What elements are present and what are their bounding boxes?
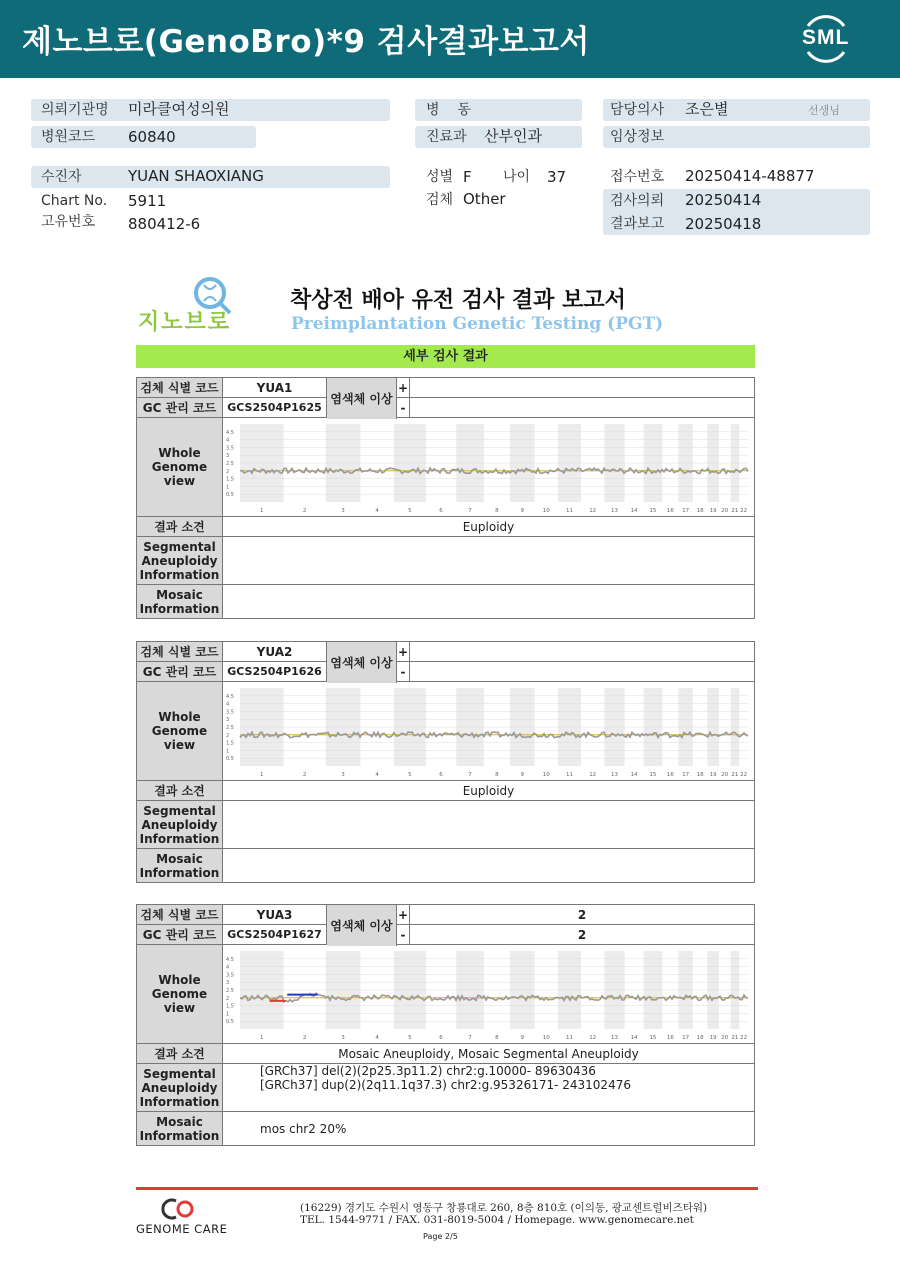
y-tick-label: 1 [226,748,230,755]
pgt-report-title: 착상전 배아 유전 검사 결과 보고서 [290,288,626,313]
y-tick-label: 1 [226,484,230,491]
segmental-line-2: [GRCh37] dup(2)(2q11.1q37.3) chr2:g.95326171- 243102476 [260,1078,631,1092]
chrom-tick-label: 8 [495,508,499,514]
minus-count: 2 [577,927,587,942]
chrom-tick-label: 2 [302,508,307,514]
chrom-tick-label: 22 [740,508,748,514]
chrom-tick-label: 11 [565,1035,573,1041]
mosaic-label: Mosaic Information [137,585,223,618]
ward-label: 병 동 [426,102,471,118]
chrom-tick-label: 3 [341,772,345,778]
department-value: 산부인과 [484,127,542,145]
chrom-tick-label: 21 [731,772,739,778]
y-tick-label: 4 [226,701,230,708]
chrom-tick-label: 18 [696,1035,704,1041]
y-tick-label: 2 [226,468,230,475]
sample-code-label: 검체 식별 코드 [137,905,223,924]
whole-genome-label: Whole Genome view [137,418,223,516]
age-value: 37 [547,168,567,186]
chrom-tick-label: 11 [565,508,573,514]
plus-sign: + [397,378,410,397]
chrom-tick-label: 22 [740,1035,748,1041]
y-tick-label: 4.5 [226,429,234,436]
mosaic-value: mos chr2 20% [260,1121,347,1136]
sample-code-label: 검체 식별 코드 [137,642,223,661]
chrom-tick-label: 5 [408,1035,412,1041]
chrom-tick-label: 22 [740,772,748,778]
result-value: Mosaic Aneuploidy, Mosaic Segmental Aneuploidy [338,1046,639,1061]
chrom-tick-label: 21 [731,1035,739,1041]
chrom-tick-label: 18 [696,508,704,514]
plus-count [410,378,754,397]
footer-contact: TEL. 1544-9771 / FAX. 031-8019-5004 / Homepage. www.genomecare.net [300,1214,694,1226]
hospital-code-label: 병원코드 [41,129,96,145]
y-tick-label: 1.5 [226,1003,234,1010]
chrom-tick-label: 14 [630,772,638,778]
result-label: 결과 소견 [137,781,223,800]
chrom-tick-label: 10 [542,1035,550,1041]
page-number: Page 2/5 [423,1232,458,1241]
sample-code: YUA3 [223,905,327,924]
gc-code: GCS2504P1626 [223,662,327,681]
sml-logo-text: SML [802,26,850,49]
genome-care-logo-icon [158,1197,198,1221]
segmental-label: Segmental Aneuploidy Information [137,537,223,584]
unique-no-value: 880412-6 [128,215,201,233]
chrom-tick-label: 17 [682,1035,690,1041]
sample-table-yua2 [136,641,755,883]
chrom-tick-label: 3 [341,508,345,514]
chrom-tick-label: 16 [666,772,674,778]
chrom-tick-label: 20 [721,508,729,514]
request-value: 20250414 [685,191,762,209]
doctor-suffix: 선생님 [808,104,840,117]
institution-value: 미라클여성의원 [128,100,230,118]
chrom-tick-label: 2 [302,772,307,778]
chrom-tick-label: 17 [682,508,690,514]
sex-label: 성별 [426,169,454,185]
whole-genome-chart [223,682,754,780]
chrom-tick-label: 4 [375,508,379,514]
specimen-value: Other [463,190,506,208]
chrom-tick-label: 16 [666,508,674,514]
sample-code: YUA2 [223,642,327,661]
y-tick-label: 4 [226,964,230,971]
minus-sign: - [397,925,410,944]
chrom-tick-label: 19 [709,772,717,778]
mosaic-label: Mosaic Information [137,849,223,882]
y-tick-label: 3 [226,453,230,460]
chart-no-value: 5911 [128,192,167,210]
footer-divider [136,1187,758,1190]
chrom-tick-label: 6 [439,1035,443,1041]
chrom-tick-label: 12 [589,508,597,514]
segmental-value [223,537,754,584]
chrom-tick-label: 12 [589,772,597,778]
mosaic-value [223,585,754,618]
chrom-abn-label: 염색체 이상 [327,642,397,683]
chrom-tick-label: 10 [542,508,550,514]
gc-code-label: GC 관리 코드 [137,398,223,417]
request-label: 검사의뢰 [610,193,665,209]
gc-code-label: GC 관리 코드 [137,662,223,681]
chrom-tick-label: 5 [408,508,412,514]
report-title: 제노브로(GenoBro)*9 검사결과보고서 [22,24,590,60]
department-label: 진료과 [426,129,467,145]
chrom-tick-label: 15 [649,508,657,514]
y-tick-label: 2.5 [226,725,234,731]
chrom-tick-label: 7 [468,508,472,514]
chrom-tick-label: 5 [408,772,412,778]
report-date-value: 20250418 [685,215,762,233]
y-tick-label: 0.5 [226,756,234,763]
chrom-tick-label: 11 [565,772,573,778]
chrom-tick-label: 4 [375,1035,379,1041]
y-tick-label: 1.5 [226,476,234,483]
sample-table-yua3 [136,904,755,1146]
y-tick-label: 4.5 [226,956,234,963]
institution-label: 의뢰기관명 [41,102,109,118]
chrom-tick-label: 10 [542,772,550,778]
sample-table-yua1 [136,377,755,619]
segmental-label: Segmental Aneuploidy Information [137,801,223,848]
y-tick-label: 2 [226,732,230,739]
chrom-tick-label: 18 [696,772,704,778]
y-tick-label: 2.5 [226,988,234,994]
chrom-tick-label: 12 [589,1035,597,1041]
chrom-tick-label: 20 [721,772,729,778]
result-value: Euploidy [462,519,515,534]
pgt-report-subtitle: Preimplantation Genetic Testing (PGT) [291,314,664,334]
minus-count [410,398,754,417]
y-tick-label: 1 [226,1011,230,1018]
y-tick-label: 3.5 [226,445,234,452]
y-tick-label: 3.5 [226,972,234,979]
chrom-tick-label: 20 [721,1035,729,1041]
plus-count: 2 [577,907,587,922]
chrom-tick-label: 14 [630,508,638,514]
header-bar [0,0,900,78]
receipt-label: 접수번호 [610,169,665,185]
y-tick-label: 2 [226,995,230,1002]
y-tick-label: 2.5 [226,461,234,467]
segmental-value [223,801,754,848]
y-tick-label: 3 [226,980,230,987]
chrom-tick-label: 9 [520,772,525,778]
chrom-tick-label: 14 [630,1035,638,1041]
sample-code-label: 검체 식별 코드 [137,378,223,397]
chrom-tick-label: 2 [302,1035,307,1041]
sample-code: YUA1 [223,378,327,397]
gc-code: GCS2504P1627 [223,925,327,944]
y-tick-label: 3.5 [226,709,234,716]
chrom-tick-label: 1 [260,508,264,514]
chrom-tick-label: 21 [731,508,739,514]
y-tick-label: 0.5 [226,492,234,499]
plus-sign: + [397,905,410,924]
chart-no-label: Chart No. [41,193,108,209]
patient-value: YUAN SHAOXIANG [128,167,264,185]
sml-logo [798,12,854,64]
y-tick-label: 4.5 [226,693,234,700]
chrom-tick-label: 15 [649,1035,657,1041]
minus-sign: - [397,398,410,417]
plus-count [410,642,754,661]
chrom-tick-label: 16 [666,1035,674,1041]
y-tick-label: 3 [226,717,230,724]
minus-sign: - [397,662,410,681]
chrom-tick-label: 9 [520,1035,525,1041]
genome-care-logo-text: GENOME CARE [136,1222,228,1236]
specimen-label: 검체 [426,192,454,208]
mosaic-label: Mosaic Information [137,1112,223,1145]
chrom-tick-label: 1 [260,1035,264,1041]
chrom-tick-label: 7 [468,1035,472,1041]
chrom-tick-label: 13 [610,508,618,514]
genobro-logo-text: 지노브로 [138,310,232,335]
chrom-tick-label: 19 [709,508,717,514]
report-date-label: 결과보고 [610,216,665,232]
chrom-tick-label: 1 [260,772,264,778]
chrom-tick-label: 3 [341,1035,345,1041]
receipt-value: 20250414-48877 [685,167,815,185]
doctor-label: 담당의사 [610,102,665,118]
chrom-tick-label: 15 [649,772,657,778]
mosaic-value [223,849,754,882]
y-tick-label: 1.5 [226,740,234,747]
chrom-abn-label: 염색체 이상 [327,905,397,946]
result-value: Euploidy [462,783,515,798]
result-label: 결과 소견 [137,517,223,536]
chrom-tick-label: 8 [495,772,499,778]
whole-genome-chart [223,945,754,1043]
whole-genome-label: Whole Genome view [137,682,223,780]
hospital-code-value: 60840 [128,128,176,146]
chrom-tick-label: 17 [682,772,690,778]
chrom-abn-label: 염색체 이상 [327,378,397,419]
whole-genome-chart [223,418,754,516]
segmental-line-1: [GRCh37] del(2)(2p25.3p11.2) chr2:g.10000- 89630436 [260,1064,596,1078]
result-label: 결과 소견 [137,1044,223,1063]
clinical-label: 임상정보 [610,129,665,145]
section-title: 세부 검사 결과 [136,345,755,368]
chrom-tick-label: 6 [439,772,443,778]
plus-sign: + [397,642,410,661]
patient-label: 수진자 [41,169,82,185]
age-label: 나이 [503,169,531,185]
whole-genome-label: Whole Genome view [137,945,223,1043]
segmental-value [223,1064,754,1111]
gc-code-label: GC 관리 코드 [137,925,223,944]
sex-value: F [463,168,472,186]
segmental-label: Segmental Aneuploidy Information [137,1064,223,1111]
y-tick-label: 0.5 [226,1019,234,1026]
chrom-tick-label: 6 [439,508,443,514]
minus-count [410,662,754,681]
chrom-tick-label: 19 [709,1035,717,1041]
chrom-tick-label: 13 [610,772,618,778]
chrom-tick-label: 8 [495,1035,499,1041]
chrom-tick-label: 13 [610,1035,618,1041]
chrom-tick-label: 4 [375,772,379,778]
y-tick-label: 4 [226,437,230,444]
doctor-value: 조은별 [685,100,729,118]
chrom-tick-label: 9 [520,508,525,514]
gc-code: GCS2504P1625 [223,398,327,417]
unique-no-label: 고유번호 [41,214,96,230]
chrom-tick-label: 7 [468,772,472,778]
footer-address: (16229) 경기도 수원시 영동구 창룡대로 260, 8층 810호 (이의동, 광교센트럴비즈타워) [300,1202,708,1214]
